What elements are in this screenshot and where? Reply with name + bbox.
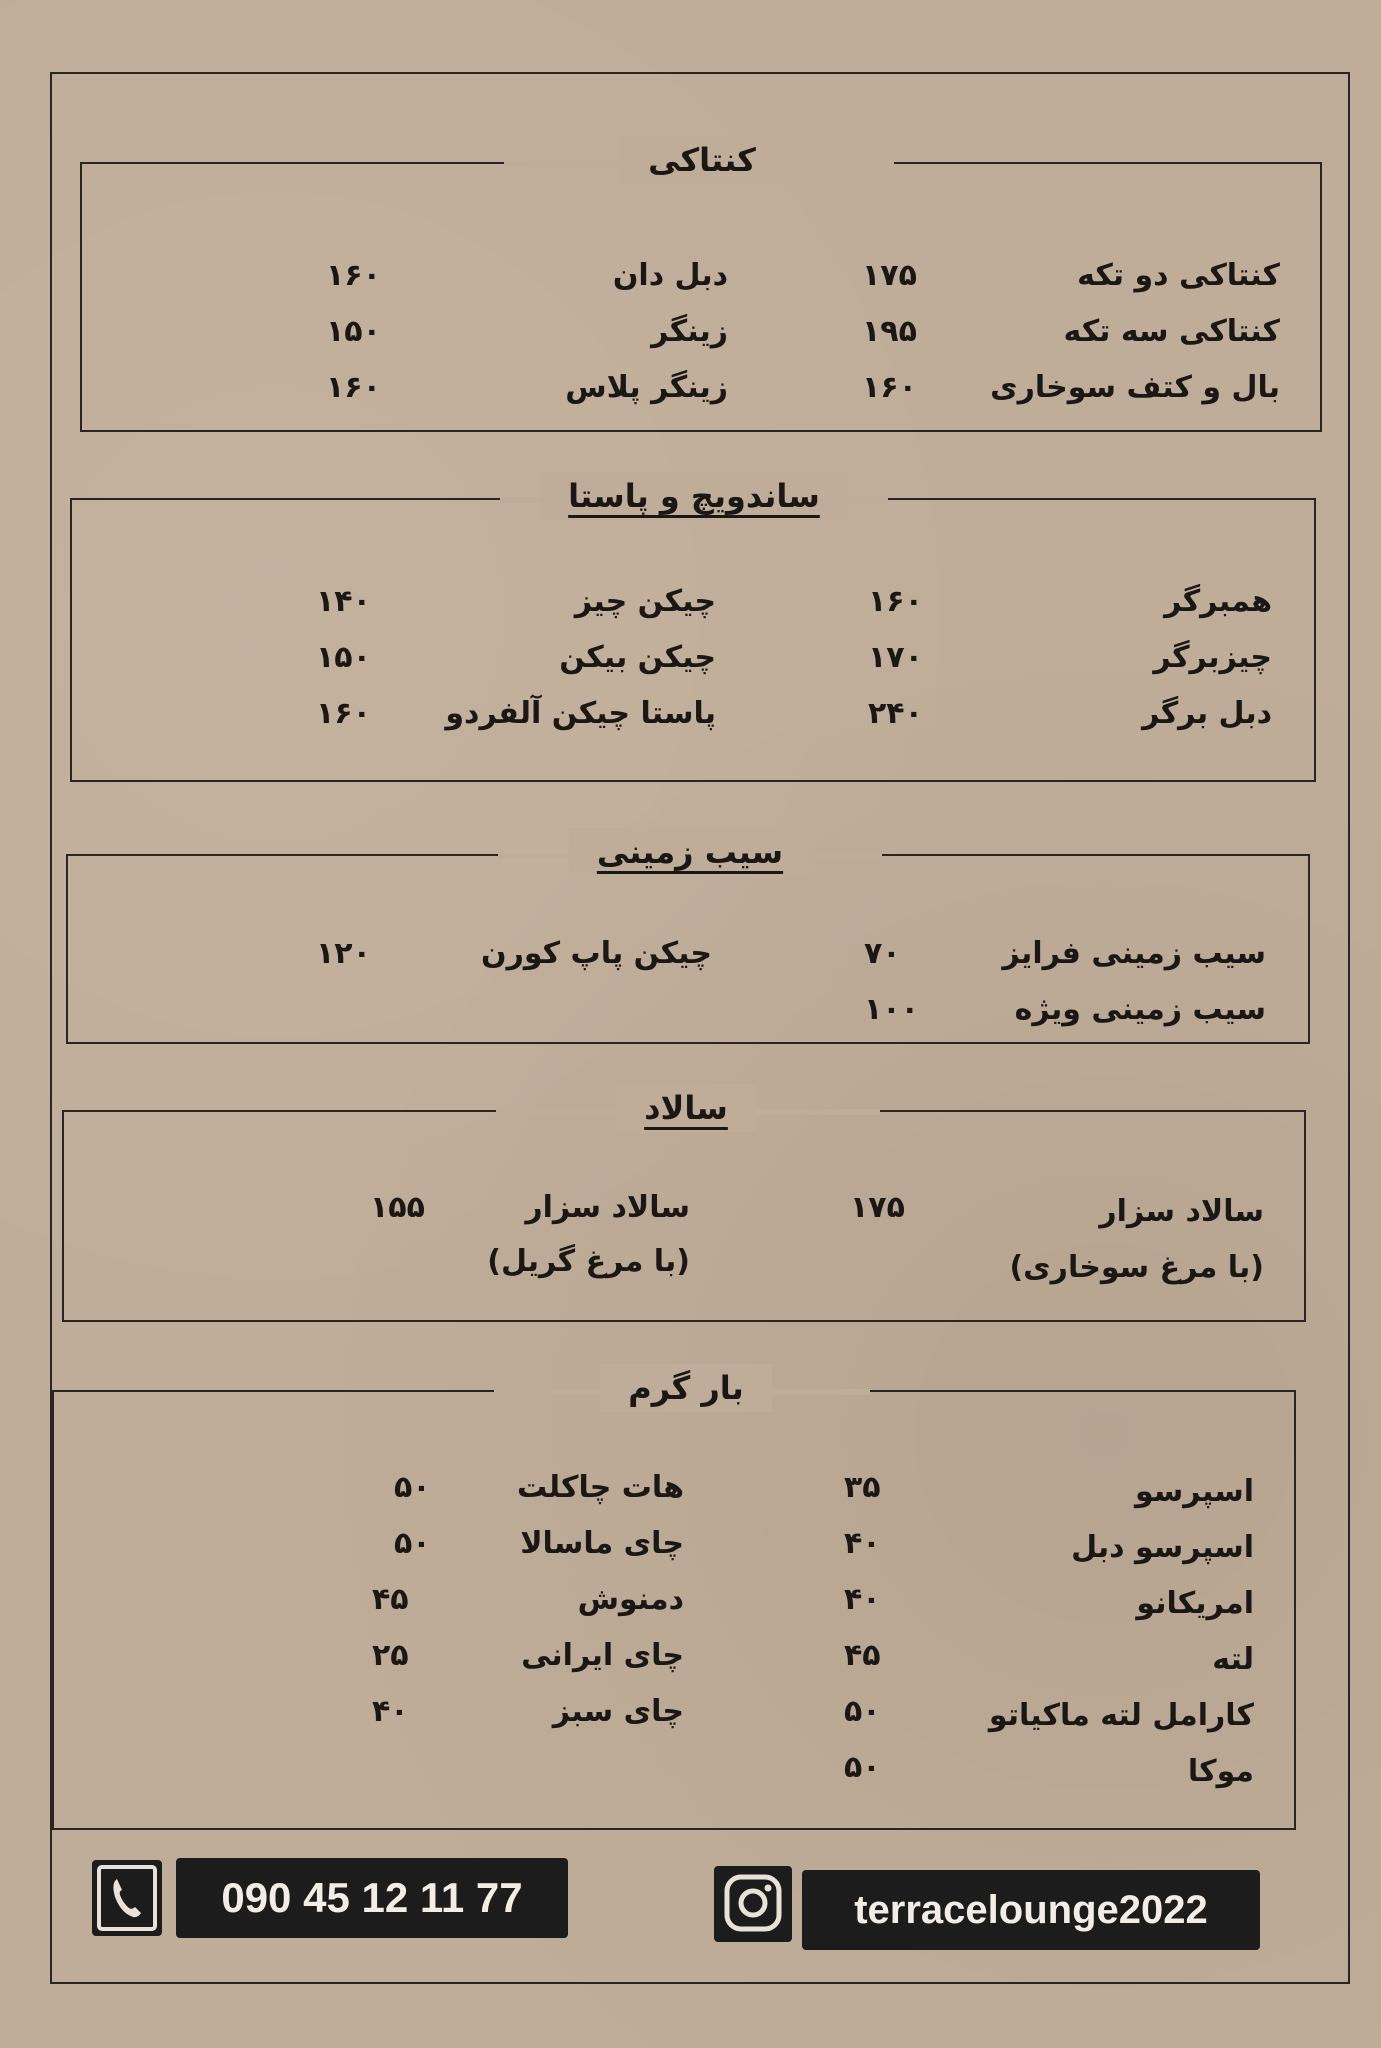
section-title: بار گرم [600, 1364, 772, 1412]
item-price: ۱۹۵ [862, 314, 917, 349]
item-price: ۱۲۰ [316, 936, 371, 971]
item-price: ۱۶۰ [316, 696, 371, 731]
item-price: ۴۵ [844, 1638, 881, 1673]
item-name: بال و کتف سوخاری [990, 370, 1280, 405]
instagram-icon [714, 1866, 792, 1942]
item-price: ۴۰ [372, 1694, 409, 1729]
item-name: کنتاکی دو تکه [1077, 258, 1280, 293]
section-salad [62, 1089, 1306, 1322]
item-name: سالاد سزار [525, 1190, 690, 1225]
item-name: اسپرسو دبل [1071, 1530, 1254, 1565]
item-name: چیکن پاپ کورن [480, 936, 712, 971]
item-name: چیکن چیز [574, 584, 716, 619]
item-price: ۱۶۰ [326, 370, 381, 405]
item-name: امریکانو [1136, 1586, 1254, 1621]
section-title: کنتاکی [620, 136, 784, 184]
item-name: چای ایرانی [521, 1638, 684, 1673]
item-name: موکا [1187, 1754, 1254, 1789]
phone-number[interactable]: 090 45 12 11 77 [176, 1858, 568, 1938]
item-note: (با مرغ گریل) [487, 1244, 690, 1279]
item-price: ۱۴۰ [316, 584, 371, 619]
item-price: ۳۵ [844, 1470, 881, 1505]
item-price: ۱۰۰ [864, 992, 919, 1027]
item-name: زینگر [651, 314, 728, 349]
item-name: چیزبرگر [1153, 640, 1272, 675]
item-price: ۱۵۵ [370, 1190, 425, 1225]
item-note: (با مرغ سوخاری) [1009, 1250, 1264, 1285]
item-name: چیکن بیکن [559, 640, 716, 675]
item-price: ۴۰ [844, 1526, 881, 1561]
section-title: سیب زمینی [569, 828, 811, 876]
section-title: سالاد [616, 1084, 756, 1132]
item-name: سیب زمینی ویژه [1014, 992, 1266, 1027]
item-price: ۵۰ [394, 1526, 431, 1561]
item-name: سیب زمینی فرایز [1002, 936, 1266, 971]
item-price: ۱۶۰ [862, 370, 917, 405]
item-price: ۱۵۰ [326, 314, 381, 349]
section-potato [66, 833, 1310, 1044]
item-price: ۴۰ [844, 1582, 881, 1617]
item-price: ۵۰ [844, 1694, 881, 1729]
item-price: ۱۵۰ [316, 640, 371, 675]
section-kentucky [80, 141, 1322, 432]
item-name: دمنوش [577, 1582, 684, 1617]
phone-icon [92, 1860, 162, 1936]
item-price: ۴۵ [372, 1582, 409, 1617]
instagram-handle[interactable]: terracelounge2022 [802, 1870, 1260, 1950]
item-name: کنتاکی سه تکه [1063, 314, 1280, 349]
section-sandwich-pasta [70, 477, 1316, 782]
item-name: لته [1212, 1642, 1254, 1677]
item-price: ۲۴۰ [868, 696, 923, 731]
item-name: چای ماسالا [520, 1526, 684, 1561]
item-price: ۱۶۰ [326, 258, 381, 293]
item-name: همبرگر [1164, 584, 1272, 619]
item-name: هات چاکلت [517, 1470, 684, 1505]
item-price: ۱۶۰ [868, 584, 923, 619]
section-hot-bar [52, 1369, 1296, 1830]
item-price: ۱۷۰ [868, 640, 923, 675]
item-name: اسپرسو [1134, 1474, 1254, 1509]
item-name: سالاد سزار [1099, 1194, 1264, 1229]
item-price: ۷۰ [864, 936, 901, 971]
item-price: ۵۰ [844, 1750, 881, 1785]
item-price: ۵۰ [394, 1470, 431, 1505]
item-price: ۱۷۵ [850, 1190, 905, 1225]
item-name: دبل برگر [1142, 696, 1272, 731]
item-name: زینگر پلاس [565, 370, 728, 405]
section-title: ساندویچ و پاستا [540, 472, 848, 520]
item-name: کارامل لته ماکیاتو [988, 1698, 1254, 1733]
item-price: ۱۷۵ [862, 258, 917, 293]
item-name: چای سبز [552, 1694, 684, 1729]
item-name: پاستا چیکن آلفردو [445, 696, 716, 731]
item-price: ۲۵ [372, 1638, 409, 1673]
item-name: دبل دان [612, 258, 728, 293]
